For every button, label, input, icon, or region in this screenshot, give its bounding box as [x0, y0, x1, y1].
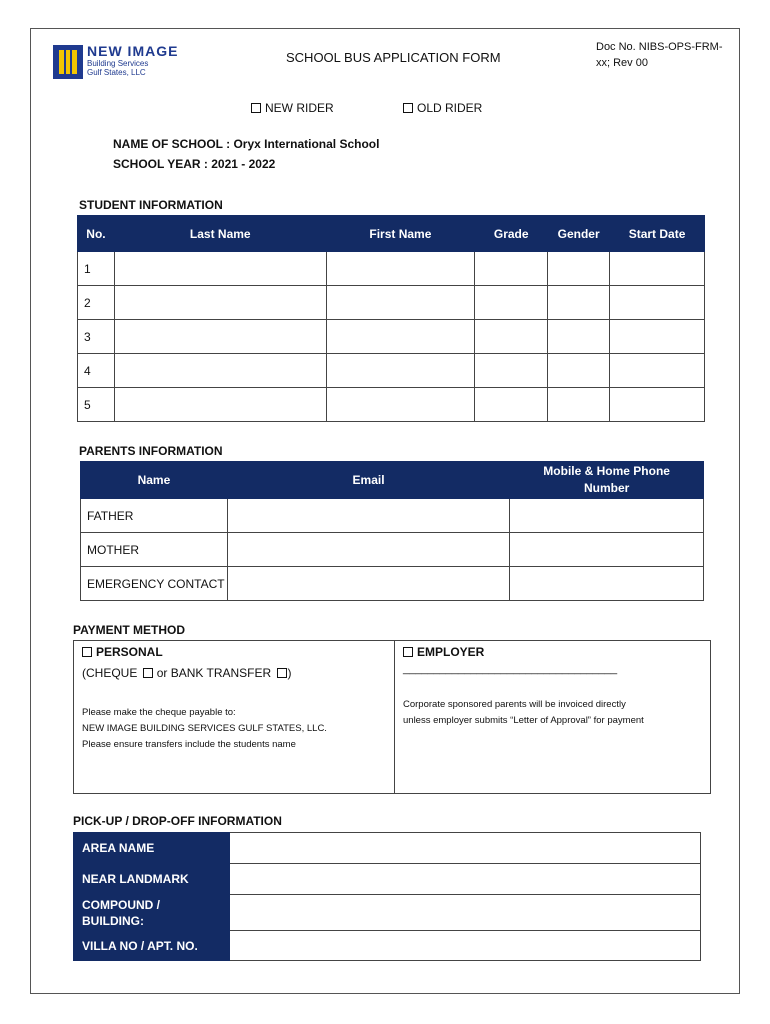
payment-box	[73, 640, 711, 794]
pickup-info-title: PICK-UP / DROP-OFF INFORMATION	[73, 814, 282, 828]
near-landmark-field[interactable]	[229, 864, 700, 895]
area-name-field[interactable]	[229, 833, 700, 864]
row-number: 5	[78, 388, 115, 422]
grade-field[interactable]	[475, 252, 548, 286]
start-date-field[interactable]	[610, 320, 705, 354]
col-first-name: First Name	[326, 216, 475, 252]
start-date-field[interactable]	[610, 286, 705, 320]
new-rider-label: NEW RIDER	[265, 101, 334, 115]
phone-field[interactable]	[510, 567, 704, 601]
row-number: 2	[78, 286, 115, 320]
table-row	[78, 320, 705, 354]
payment-method-title: PAYMENT METHOD	[73, 623, 186, 637]
form-title: SCHOOL BUS APPLICATION FORM	[286, 50, 501, 65]
col-last-name: Last Name	[114, 216, 326, 252]
personal-checkbox[interactable]	[82, 647, 92, 657]
parent-role-label: FATHER	[81, 499, 228, 533]
parents-info-title: PARENTS INFORMATION	[79, 444, 223, 458]
table-row	[81, 499, 704, 533]
col-phone: Mobile & Home Phone Number	[510, 462, 704, 499]
parents-table-header	[81, 462, 704, 499]
employer-label: EMPLOYER	[417, 645, 485, 659]
table-row	[81, 533, 704, 567]
table-row	[81, 567, 704, 601]
first-name-field[interactable]	[326, 252, 475, 286]
email-field[interactable]	[227, 567, 509, 601]
parent-role-label: MOTHER	[81, 533, 228, 567]
last-name-field[interactable]	[114, 286, 326, 320]
grade-field[interactable]	[475, 286, 548, 320]
employer-option[interactable]	[403, 645, 484, 659]
pickup-table	[73, 832, 701, 961]
first-name-field[interactable]	[326, 388, 475, 422]
parent-role-label: EMERGENCY CONTACT	[81, 567, 228, 601]
student-table	[77, 215, 705, 422]
company-logo	[53, 43, 193, 83]
cheque-checkbox[interactable]	[143, 668, 153, 678]
employer-checkbox[interactable]	[403, 647, 413, 657]
col-email: Email	[227, 462, 509, 499]
table-row	[74, 895, 701, 931]
bank-transfer-label: or BANK TRANSFER	[156, 666, 272, 680]
table-row	[78, 388, 705, 422]
cheque-prefix: (CHEQUE	[82, 666, 138, 680]
col-gender: Gender	[548, 216, 610, 252]
table-row	[74, 833, 701, 864]
old-rider-option[interactable]	[403, 101, 482, 115]
gender-field[interactable]	[548, 320, 610, 354]
first-name-field[interactable]	[326, 286, 475, 320]
col-grade: Grade	[475, 216, 548, 252]
near-landmark-label: NEAR LANDMARK	[74, 864, 230, 895]
employer-name-line[interactable]: ___________________________________	[403, 663, 618, 675]
payment-type-line	[82, 666, 292, 680]
cheque-note-2: NEW IMAGE BUILDING SERVICES GULF STATES, LLC.	[82, 723, 327, 734]
email-field[interactable]	[227, 533, 509, 567]
last-name-field[interactable]	[114, 320, 326, 354]
row-number: 3	[78, 320, 115, 354]
email-field[interactable]	[227, 499, 509, 533]
employer-note-1: Corporate sponsored parents will be invoiced directly	[403, 699, 626, 710]
first-name-field[interactable]	[326, 320, 475, 354]
grade-field[interactable]	[475, 320, 548, 354]
school-year: SCHOOL YEAR : 2021 - 2022	[113, 157, 276, 171]
last-name-field[interactable]	[114, 388, 326, 422]
table-row	[78, 252, 705, 286]
logo-name: NEW IMAGE	[87, 43, 179, 59]
table-row	[78, 354, 705, 388]
row-number: 4	[78, 354, 115, 388]
first-name-field[interactable]	[326, 354, 475, 388]
last-name-field[interactable]	[114, 354, 326, 388]
start-date-field[interactable]	[610, 388, 705, 422]
compound-building-label: COMPOUND / BUILDING:	[74, 895, 230, 931]
old-rider-label: OLD RIDER	[417, 101, 483, 115]
villa-apt-field[interactable]	[229, 931, 700, 961]
area-name-label: AREA NAME	[74, 833, 230, 864]
col-name: Name	[81, 462, 228, 499]
col-no: No.	[78, 216, 115, 252]
bank-transfer-checkbox[interactable]	[277, 668, 287, 678]
logo-subtitle-1: Building Services	[87, 59, 149, 68]
start-date-field[interactable]	[610, 252, 705, 286]
employer-note-2: unless employer submits “Letter of Approval” for payment	[403, 715, 644, 726]
student-info-title: STUDENT INFORMATION	[79, 198, 223, 212]
villa-apt-label: VILLA NO / APT. NO.	[74, 931, 230, 961]
personal-option[interactable]	[82, 645, 163, 659]
col-start-date: Start Date	[610, 216, 705, 252]
gender-field[interactable]	[548, 354, 610, 388]
phone-field[interactable]	[510, 499, 704, 533]
new-rider-option[interactable]	[251, 101, 334, 115]
last-name-field[interactable]	[114, 252, 326, 286]
start-date-field[interactable]	[610, 354, 705, 388]
compound-building-field[interactable]	[229, 895, 700, 931]
old-rider-checkbox[interactable]	[403, 103, 413, 113]
document-number: Doc No. NIBS-OPS-FRM-xx; Rev 00	[596, 41, 723, 69]
form-page	[30, 28, 740, 994]
new-rider-checkbox[interactable]	[251, 103, 261, 113]
parents-table	[80, 461, 704, 601]
grade-field[interactable]	[475, 354, 548, 388]
table-row	[78, 286, 705, 320]
grade-field[interactable]	[475, 388, 548, 422]
logo-subtitle-2: Gulf States, LLC	[87, 68, 146, 77]
cheque-note-3: Please ensure transfers include the students name	[82, 739, 296, 750]
cheque-suffix: )	[287, 666, 292, 680]
gender-field[interactable]	[548, 286, 610, 320]
gender-field[interactable]	[548, 252, 610, 286]
personal-label: PERSONAL	[96, 645, 163, 659]
student-table-header	[78, 216, 705, 252]
cheque-note-1: Please make the cheque payable to:	[82, 707, 236, 718]
row-number: 1	[78, 252, 115, 286]
payment-divider	[394, 641, 395, 793]
table-row	[74, 931, 701, 961]
gender-field[interactable]	[548, 388, 610, 422]
logo-mark-icon	[53, 45, 83, 79]
school-name: NAME OF SCHOOL : Oryx International School	[113, 137, 380, 151]
table-row	[74, 864, 701, 895]
phone-field[interactable]	[510, 533, 704, 567]
